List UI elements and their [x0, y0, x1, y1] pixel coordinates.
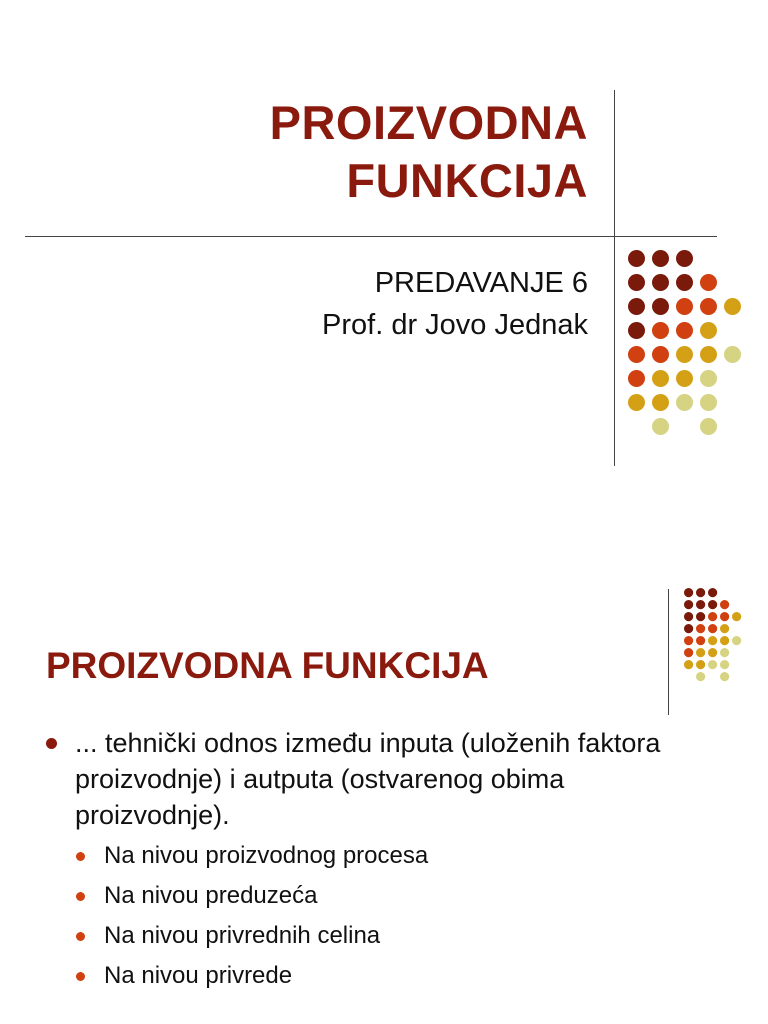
decorative-dot [628, 370, 645, 387]
decorative-dot [700, 394, 717, 411]
decorative-dot [684, 624, 693, 633]
slide-1 [0, 0, 768, 500]
decorative-dot [676, 370, 693, 387]
sub-bullet-text: Na nivou preduzeća [104, 882, 318, 909]
decorative-dot [628, 394, 645, 411]
vertical-divider-small [668, 589, 669, 715]
sub-bullet-dot-icon [76, 852, 85, 861]
sub-bullet-dot-icon [76, 892, 85, 901]
decorative-dot [720, 660, 729, 669]
decorative-dot-grid-large [628, 250, 748, 440]
sub-bullet-list [76, 841, 686, 991]
decorative-dot [696, 672, 705, 681]
slide-1-subtitle [322, 262, 588, 346]
decorative-dot [700, 322, 717, 339]
decorative-dot [700, 370, 717, 387]
decorative-dot [628, 346, 645, 363]
sub-bullet-item [76, 841, 686, 871]
lecture-number: PREDAVANJE 6 [374, 267, 588, 299]
decorative-dot [684, 636, 693, 645]
decorative-dot [724, 298, 741, 315]
decorative-dot [676, 394, 693, 411]
decorative-dot [652, 298, 669, 315]
title-line-2: FUNKCIJA [346, 154, 588, 207]
decorative-dot [676, 346, 693, 363]
decorative-dot [708, 648, 717, 657]
main-bullet-text: ... tehnički odnos između inputa (uloženih faktora proizvodnje) i autputa (ostvarenog obima proizvodnje). [75, 728, 661, 830]
sub-bullet-text: Na nivou proizvodnog procesa [104, 842, 429, 869]
decorative-dot [720, 624, 729, 633]
professor-name: Prof. dr Jovo Jednak [322, 309, 588, 341]
decorative-dot [684, 660, 693, 669]
decorative-dot [720, 672, 729, 681]
sub-bullet-text: Na nivou privrednih celina [104, 922, 381, 949]
decorative-dot [652, 346, 669, 363]
decorative-dot [700, 418, 717, 435]
decorative-dot [696, 636, 705, 645]
decorative-dot [720, 600, 729, 609]
sub-bullet-dot-icon [76, 932, 85, 941]
decorative-dot [628, 274, 645, 291]
decorative-dot [652, 370, 669, 387]
decorative-dot [708, 600, 717, 609]
decorative-dot [652, 394, 669, 411]
sub-bullet-item [76, 961, 686, 991]
decorative-dot [708, 636, 717, 645]
bullet-dot-icon [46, 738, 57, 749]
decorative-dot [696, 648, 705, 657]
decorative-dot [684, 588, 693, 597]
sub-bullet-item [76, 921, 686, 951]
decorative-dot [724, 346, 741, 363]
decorative-dot [676, 274, 693, 291]
decorative-dot [652, 322, 669, 339]
slide-2-title: PROIZVODNA FUNKCIJA [46, 645, 489, 686]
decorative-dot [700, 274, 717, 291]
sub-bullet-dot-icon [76, 972, 85, 981]
decorative-dot [720, 648, 729, 657]
decorative-dot [696, 624, 705, 633]
decorative-dot [628, 298, 645, 315]
decorative-dot [676, 250, 693, 267]
decorative-dot [652, 250, 669, 267]
sub-bullet-item [76, 881, 686, 911]
decorative-dot [732, 636, 741, 645]
decorative-dot [696, 660, 705, 669]
decorative-dot [652, 418, 669, 435]
decorative-dot-grid-small [684, 588, 764, 698]
decorative-dot [720, 636, 729, 645]
sub-bullet-text: Na nivou privrede [104, 962, 293, 989]
decorative-dot [652, 274, 669, 291]
decorative-dot [708, 624, 717, 633]
decorative-dot [628, 322, 645, 339]
main-bullet [46, 725, 686, 833]
decorative-dot [696, 600, 705, 609]
slide-1-title [270, 94, 588, 210]
decorative-dot [708, 588, 717, 597]
decorative-dot [732, 612, 741, 621]
decorative-dot [676, 322, 693, 339]
decorative-dot [696, 612, 705, 621]
vertical-divider [614, 90, 615, 466]
decorative-dot [700, 298, 717, 315]
decorative-dot [696, 588, 705, 597]
horizontal-divider [25, 236, 717, 237]
decorative-dot [684, 612, 693, 621]
title-line-1: PROIZVODNA [269, 96, 588, 149]
bullet-list [46, 725, 686, 1001]
decorative-dot [708, 612, 717, 621]
decorative-dot [700, 346, 717, 363]
decorative-dot [676, 298, 693, 315]
decorative-dot [684, 600, 693, 609]
decorative-dot [628, 250, 645, 267]
decorative-dot [720, 612, 729, 621]
decorative-dot [708, 660, 717, 669]
decorative-dot [684, 648, 693, 657]
